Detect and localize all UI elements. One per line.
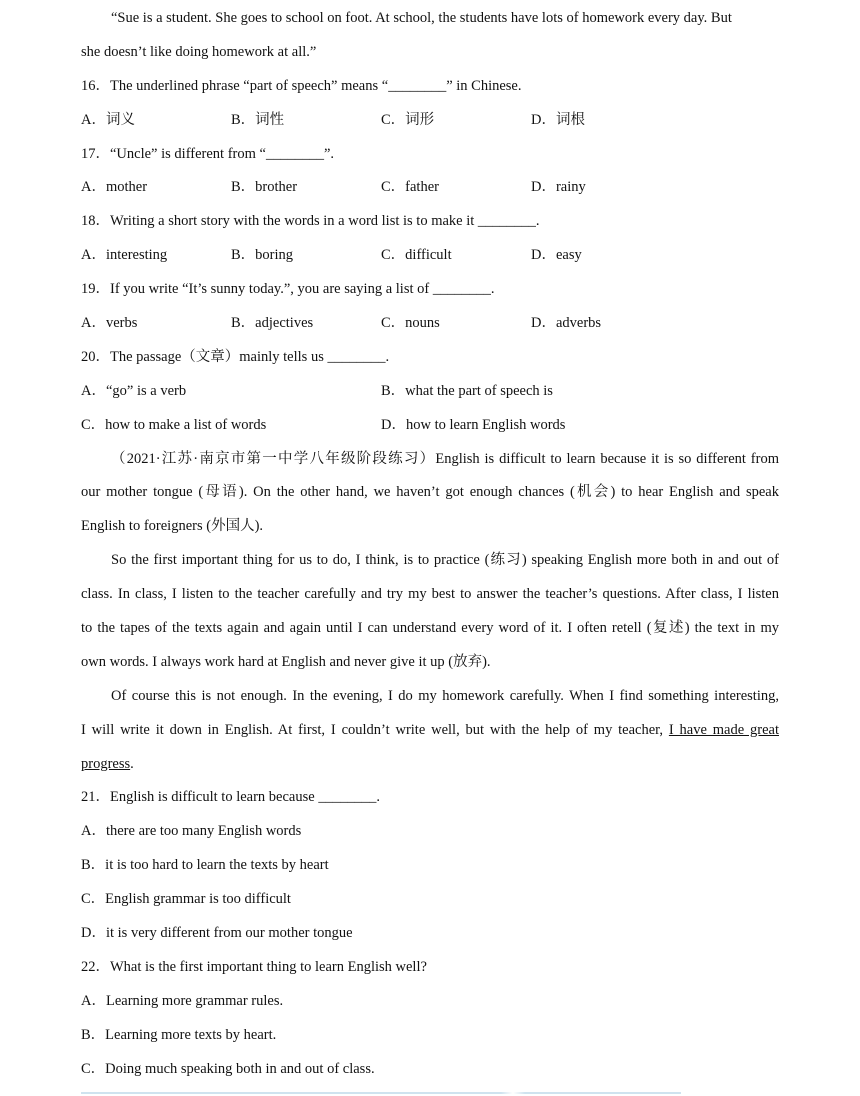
question-22-stem: 22．What is the first important thing to learn English well? xyxy=(81,958,427,975)
option-d[interactable]: D．词根 xyxy=(531,111,585,128)
passage-paragraph-2-line-1: So the first important thing for us to do, I think, is to practice (练习) speaking English more both in and out of xyxy=(111,552,779,569)
passage-paragraph-2-line-4: own words. I always work hard at English and never give it up (放弃). xyxy=(81,653,491,670)
option-a[interactable]: A．mother xyxy=(81,179,148,196)
option-b[interactable]: B．what the part of speech is xyxy=(381,382,553,399)
option-c[interactable]: C．difficult xyxy=(381,247,452,264)
story-quote-line-1: “Sue is a student. She goes to school on foot. At school, the students have lots of homework every day. But xyxy=(111,10,732,26)
question-16-options xyxy=(81,104,779,138)
question-21-option-d[interactable]: D．it is very different from our mother tongue xyxy=(81,925,353,942)
question-18-options xyxy=(81,239,779,273)
underlined-phrase: I have made great xyxy=(668,721,779,738)
question-17-stem: 17．“Uncle” is different from “________”. xyxy=(81,145,334,162)
option-d[interactable]: D．adverbs xyxy=(531,315,602,332)
question-19-options xyxy=(81,307,779,341)
passage-text: I will write it down in English. At first, I couldn’t write well, but with the help of my teacher, xyxy=(81,721,669,738)
passage-paragraph-1-line-1: （2021·江苏·南京市第一中学八年级阶段练习）English is difficult to learn because it is so different from xyxy=(111,450,779,467)
option-b[interactable]: B．adjectives xyxy=(231,315,314,332)
passage-paragraph-2-line-3: to the tapes of the texts again and again until I can understand every word of it. I often retell (复述) the text in my xyxy=(81,620,779,637)
option-a[interactable]: A．“go” is a verb xyxy=(81,382,187,399)
passage-paragraph-3-line-1: Of course this is not enough. In the evening, I do my homework carefully. When I find something interesting, xyxy=(111,687,779,704)
question-19-stem: 19．If you write “It’s sunny today.”, you are saying a list of ________. xyxy=(81,281,495,298)
underlined-phrase-end: progress xyxy=(81,755,131,772)
question-21-option-b[interactable]: B．it is too hard to learn the texts by heart xyxy=(81,857,329,874)
passage-paragraph-3-line-2 xyxy=(81,714,779,748)
passage-paragraph-1-line-3: English to foreigners (外国人). xyxy=(81,518,264,535)
question-21-option-a[interactable]: A．there are too many English words xyxy=(81,823,302,840)
question-22-option-a[interactable]: A．Learning more grammar rules. xyxy=(81,992,284,1009)
passage-paragraph-3-line-3 xyxy=(81,748,779,782)
option-d[interactable]: D．rainy xyxy=(531,179,586,196)
option-c[interactable]: C．how to make a list of words xyxy=(81,416,267,433)
option-a[interactable]: A．interesting xyxy=(81,247,168,264)
question-20-options-ab xyxy=(81,375,779,409)
option-d[interactable]: D．easy xyxy=(531,247,582,264)
question-22-option-b[interactable]: B．Learning more texts by heart. xyxy=(81,1026,277,1043)
option-a[interactable]: A．verbs xyxy=(81,315,138,332)
question-17-options xyxy=(81,171,779,205)
question-20-options-cd xyxy=(81,409,779,443)
question-21-stem: 21．English is difficult to learn because ________. xyxy=(81,789,380,806)
question-22-option-c[interactable]: C．Doing much speaking both in and out of class. xyxy=(81,1060,375,1077)
passage-paragraph-1-line-2: our mother tongue (母语). On the other hand, we haven’t got enough chances (机会) to hear English and speak xyxy=(81,484,779,501)
question-18-stem: 18．Writing a short story with the words in a word list is to make it ________. xyxy=(81,213,540,230)
question-21-option-c[interactable]: C．English grammar is too difficult xyxy=(81,891,291,908)
question-16-stem: 16．The underlined phrase “part of speech” means “________” in Chinese. xyxy=(81,77,522,94)
question-20-stem: 20．The passage（文章）mainly tells us ________. xyxy=(81,348,390,365)
footer-divider xyxy=(81,1092,681,1094)
story-quote-line-2: she doesn’t like doing homework at all.” xyxy=(81,43,317,60)
option-b[interactable]: B．brother xyxy=(231,179,298,196)
option-c[interactable]: C．词形 xyxy=(381,111,435,128)
option-b[interactable]: B．词性 xyxy=(231,111,285,128)
option-c[interactable]: C．nouns xyxy=(381,315,440,332)
option-c[interactable]: C．father xyxy=(381,179,439,196)
passage-text: . xyxy=(130,755,134,772)
option-b[interactable]: B．boring xyxy=(231,247,294,264)
option-d[interactable]: D．how to learn English words xyxy=(381,416,566,433)
document-content xyxy=(81,2,779,1087)
passage-paragraph-2-line-2: class. In class, I listen to the teacher carefully and try my best to answer the teacher’s questions. After class, I listen xyxy=(81,586,779,603)
option-a[interactable]: A．词义 xyxy=(81,111,135,128)
